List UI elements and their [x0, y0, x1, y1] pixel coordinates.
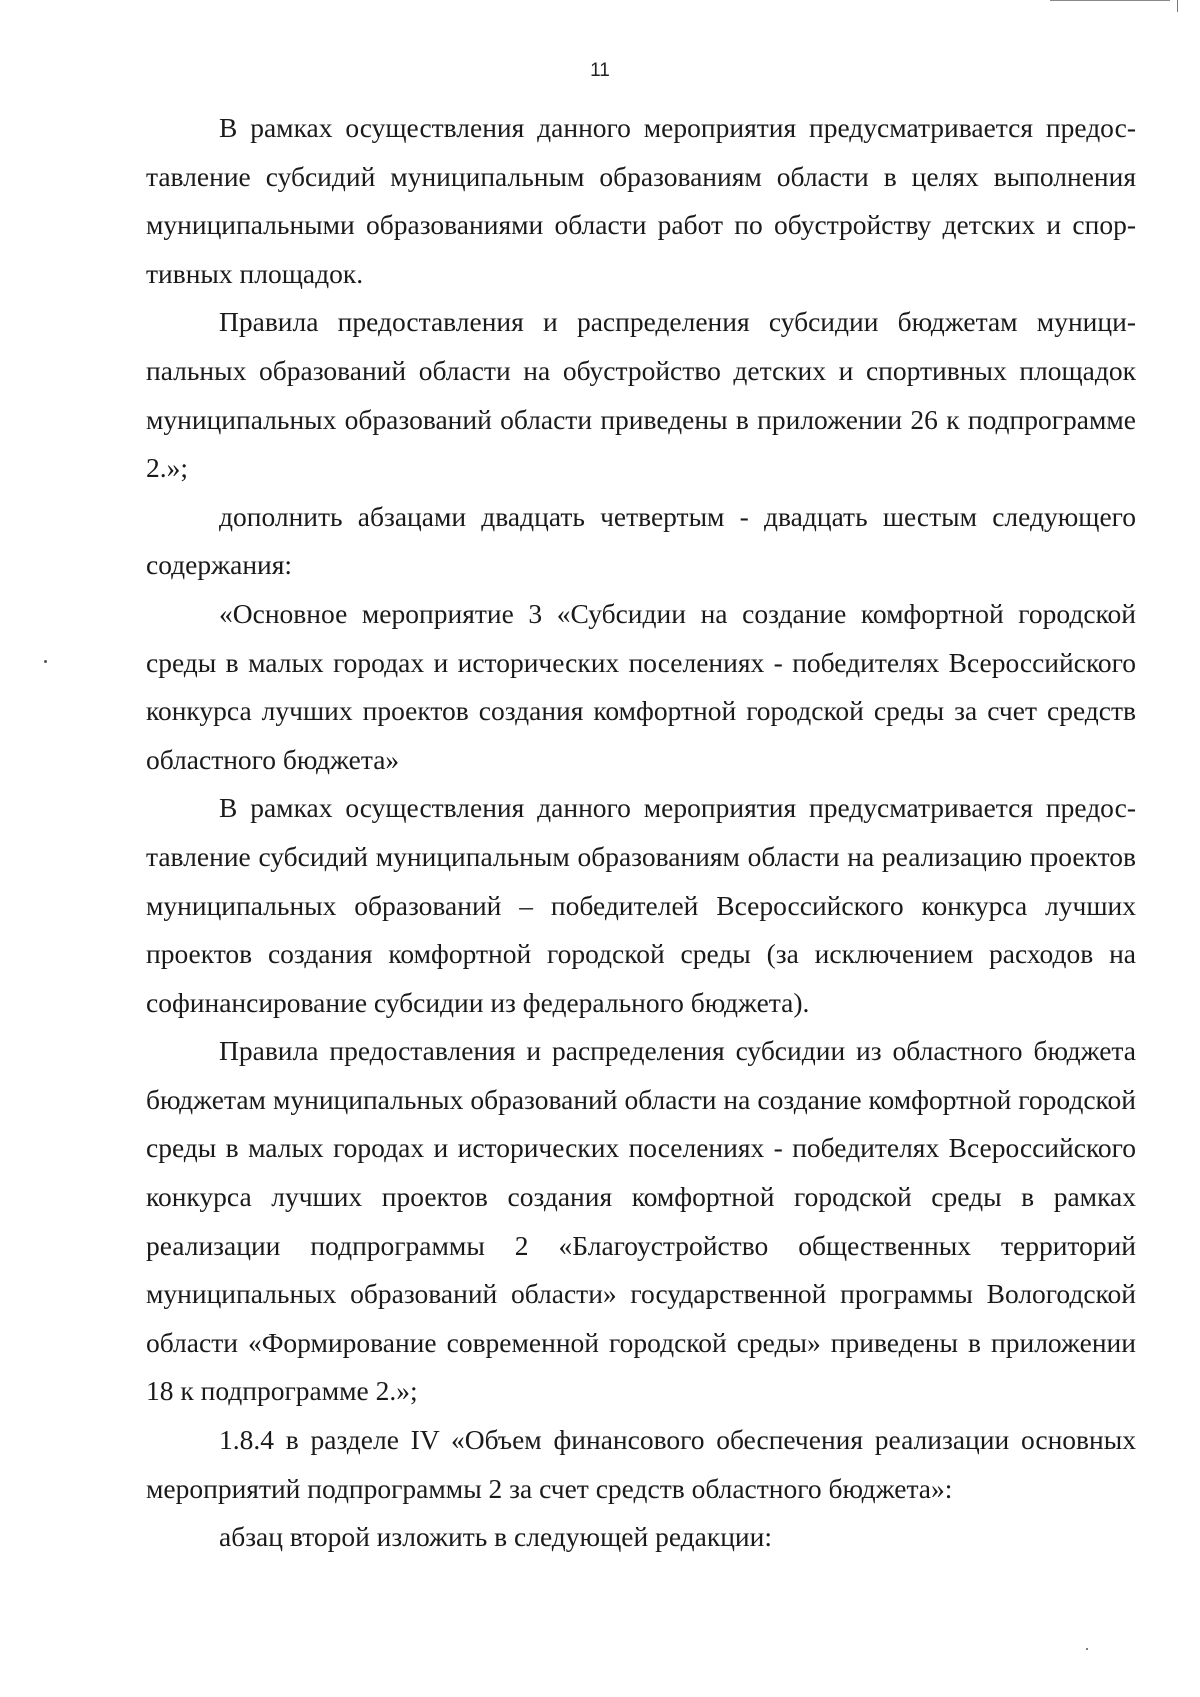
paragraph: абзац второй изложить в следующей редакции: — [219, 1521, 773, 1553]
paragraph: «Основное мероприятие 3 «Субсидии на создание комфортной городской среды в малых городах и исторических поселениях - победителях Всероссийского конкурса лучших проектов создания комфортной городской среды за счет средств областного бюджета» — [146, 597, 1136, 775]
document-body — [146, 104, 1136, 1562]
paragraph: В рамках осуществления данного мероприятия предусматривается предоставление субсидий муниципальным образованиям области на реализацию проектов муниципальных образований – победителей Всероссийского конкурса лучших проектов создания комфортной городской среды (за исключением расходов на софинансирование субсидии из федерального бюджета). — [146, 792, 1136, 1018]
paragraph: Правила предоставления и распределения субсидии из областного бюджета бюджетам муниципальных образований области на создание комфортной городской среды в малых городах и исторических поселениях - победителях Всероссийского конкурса лучших проектов создания комфортной городской среды в рамках реализации подпрограммы 2 «Благоустройство общественных территорий муниципальных образований области» государственной программы Вологодской области «Формирование современной городской среды» приведены в приложении 18 к подпрограмме 2.»; — [146, 1035, 1136, 1407]
paragraph: Правила предоставления и распределения субсидии бюджетам муниципальных образований области на обустройство детских и спортивных площадок муниципальных образований области приведены в приложении 26 к подпрограмме 2.»; — [146, 306, 1136, 484]
paragraph: дополнить абзацами двадцать четвертым - двадцать шестым следующего содержания: — [146, 500, 1136, 581]
scan-edge-mark — [1050, 0, 1170, 7]
scan-speck — [1086, 1648, 1088, 1650]
scan-speck — [44, 660, 47, 663]
paragraph: 1.8.4 в разделе IV «Объем финансового обеспечения реализации основных мероприятий подпрограммы 2 за счет средств областного бюджета»: — [146, 1424, 1136, 1504]
page-number: 11 — [590, 60, 610, 81]
paragraph: В рамках осуществления данного мероприятия предусматривается предоставление субсидий муниципальным образованиям области в целях выполнения муниципальными образованиями области работ по обустройству детских и спортивных площадок. — [146, 112, 1136, 289]
scan-edge-tick — [1177, 0, 1178, 12]
